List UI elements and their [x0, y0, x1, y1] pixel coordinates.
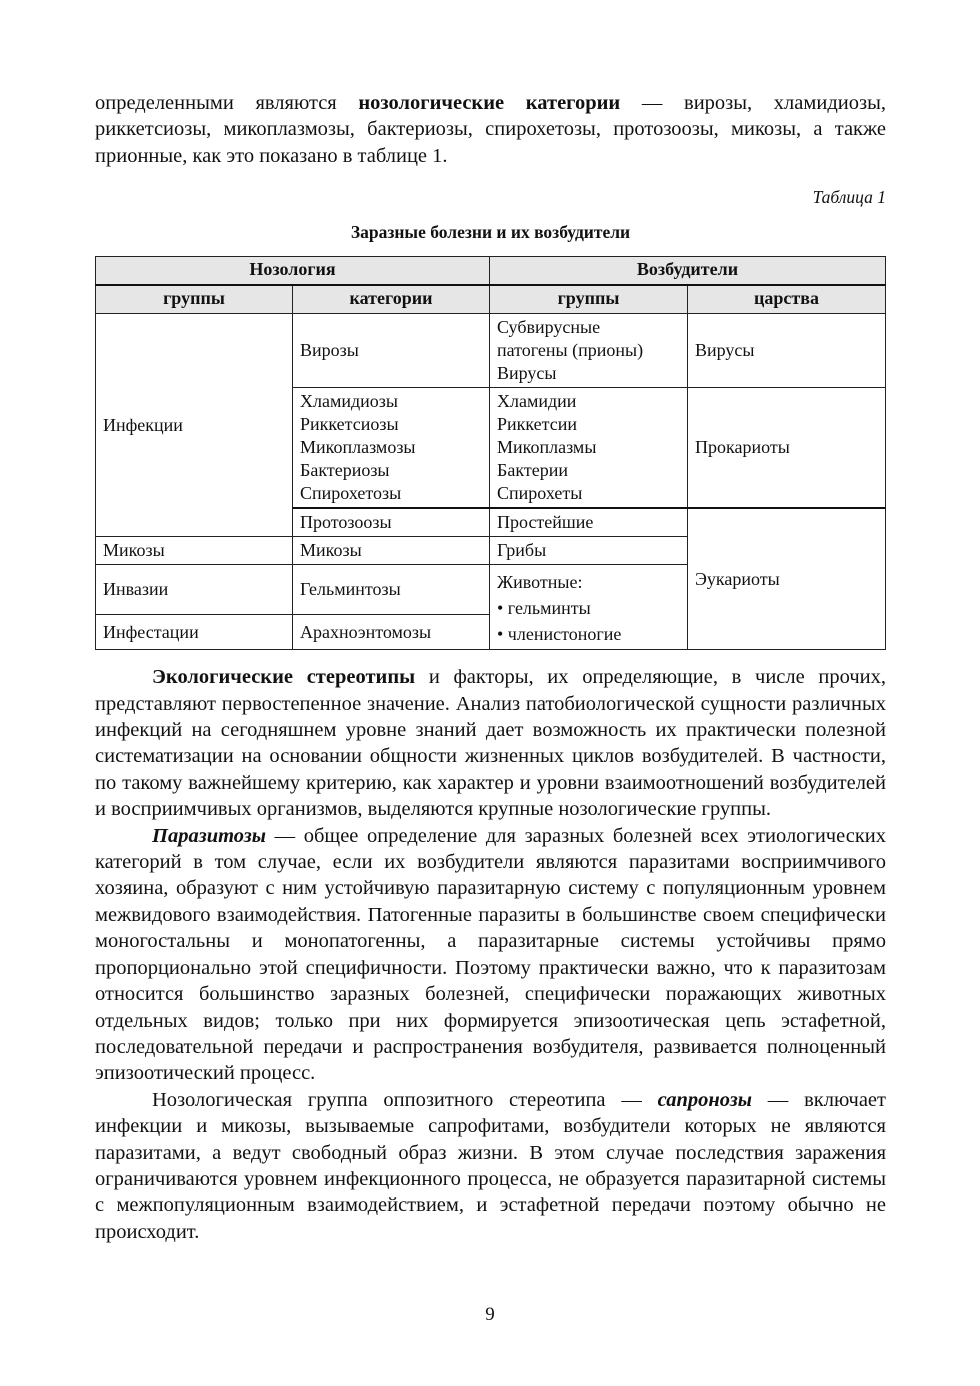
- diseases-pathogens-table: [95, 256, 886, 650]
- pathogen-group-fungi: Грибы: [490, 537, 688, 565]
- bullet-helminths: • гельминты: [497, 598, 591, 619]
- subheader-categories: категории: [293, 285, 490, 314]
- paragraph-parasitoses: Паразитозы — общее определение для заразных болезней всех этиологических категорий в том случае, если их возбудители являются паразитами восприимчивого хозяина, образуют с ним устойчивую паразитарную систему с популяционным уровнем межвидового взаимодействия. Патогенные паразиты в большинстве своем специфически моногостальны и монопатогенны, а паразитарные системы устойчивы прямо пропорционально этой специфичности. Поэтому практически важно, что к паразитозам относится большинство заразных болезней, специфически поражающих животных отдельных видов; только при них формируется эпизоотическая цепь эстафетной, последовательной передачи и распространения возбудителя, развивается полноценный эпизоотический процесс.: [95, 824, 886, 1085]
- kingdom-prokaryotes: Прокариоты: [688, 388, 886, 509]
- table-title: Заразные болезни и их возбудители: [350, 222, 631, 243]
- pathogen-group-animals: Животные: • гельминты • членистоногие: [490, 565, 688, 650]
- group-infestations: Инфестации: [96, 615, 293, 650]
- term-sapronoses: сапронозы: [657, 1088, 752, 1111]
- term-parasitoses: Паразитозы: [152, 824, 266, 847]
- bullet-arthropods: • членистоногие: [497, 624, 622, 645]
- header-pathogens: Возбудители: [490, 257, 886, 286]
- table-label: Таблица 1: [812, 187, 886, 208]
- term-ecological-stereotypes: Экологические стереотипы: [152, 666, 416, 689]
- group-mycoses: Микозы: [96, 537, 293, 565]
- category-arachnoentomozy: Арахноэнтомозы: [293, 615, 490, 650]
- subheader-pathogen-groups: группы: [490, 285, 688, 314]
- category-helminthozy: Гельминтозы: [293, 565, 490, 615]
- kingdom-eukaryotes: Эукариоты: [688, 508, 886, 650]
- group-invasions: Инвазии: [96, 565, 293, 615]
- header-nosology: Нозология: [96, 257, 490, 286]
- nosological-categories-term: нозологические категории: [358, 92, 621, 114]
- paragraph-sapronoses: Нозологическая группа оппозитного стереотипа — сапронозы — включает инфекции и микозы, вызываемые сапрофитами, возбудители которых не являются паразитами, а ведут свободный образ жизни. В этом случае последствия заражения ограничиваются уровнем инфекционного процесса, не образуется паразитарной системы с межпопуляционным взаимодействием, и эстафетной передачи поэтому обычно не происходит.: [95, 1088, 886, 1243]
- pathogen-group-protozoa: Простейшие: [490, 508, 688, 537]
- table-row: [96, 314, 886, 388]
- table-subheader-row: [96, 285, 886, 314]
- table-header-row: [96, 257, 886, 286]
- group-infections: Инфекции: [96, 314, 293, 537]
- subheader-kingdoms: царства: [688, 285, 886, 314]
- category-virozy: Вирозы: [293, 314, 490, 388]
- category-mikozy: Микозы: [293, 537, 490, 565]
- kingdom-viruses: Вирусы: [688, 314, 886, 388]
- pathogen-group-viral: Субвирусные патогены (прионы) Вирусы: [490, 314, 688, 388]
- page-number: 9: [485, 1304, 495, 1325]
- document-page: [95, 90, 886, 1245]
- category-prokaryotic: Хламидиозы Риккетсиозы Микоплазмозы Бактериозы Спирохетозы: [293, 388, 490, 509]
- category-protozoozy: Протозоозы: [293, 508, 490, 537]
- intro-paragraph: определенными являются нозологические категории — вирозы, хламидиозы, риккетсиозы, микоплазмозы, бактериозы, спирохетозы, протозоозы, микозы, а также прионные, как это показано в таблице 1.: [95, 92, 886, 167]
- paragraph-ecological-stereotypes: Экологические стереотипы и факторы, их определяющие, в числе прочих, представляют первостепенное значение. Анализ патобиологической сущности различных инфекций на сегодняшнем уровне знаний дает возможность их практически полезной систематизации на основании общности жизненных циклов возбудителей. В частности, по такому важнейшему критерию, как характер и уровни взаимоотношений возбудителей и восприимчивых организмов, выделяются крупные нозологические группы.: [95, 666, 886, 821]
- pathogen-group-prokaryotic: Хламидии Риккетсии Микоплазмы Бактерии Спирохеты: [490, 388, 688, 509]
- subheader-groups: группы: [96, 285, 293, 314]
